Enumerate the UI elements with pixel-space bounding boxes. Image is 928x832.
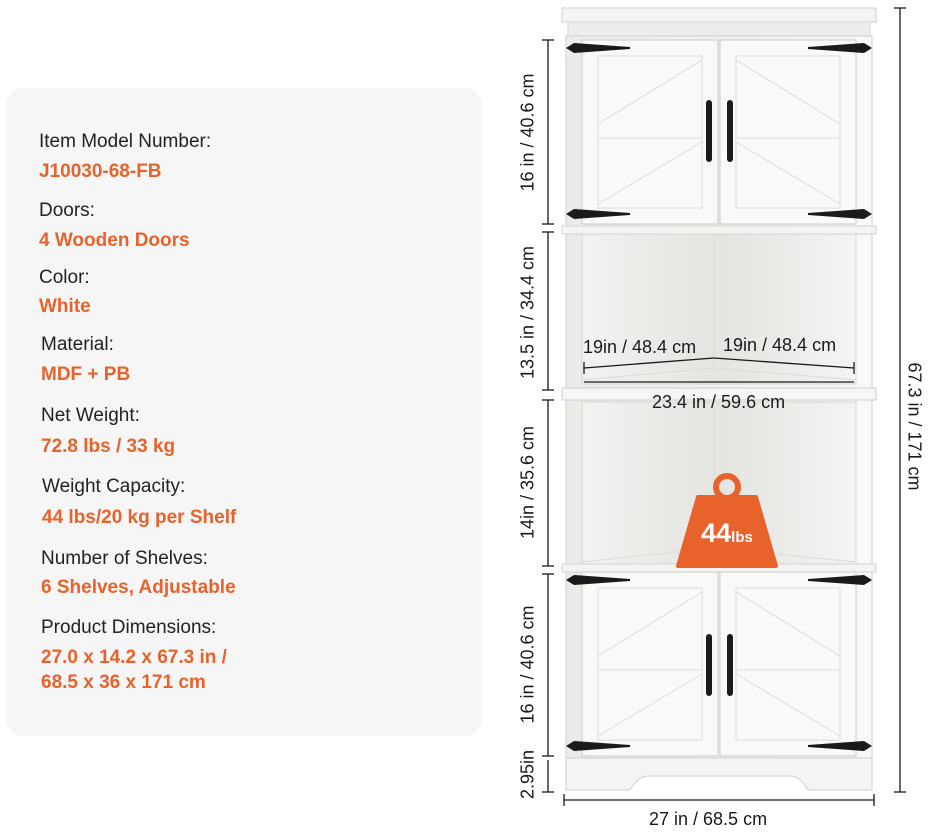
capacity-value: 44 lbs/20 kg per Shelf (42, 507, 237, 528)
dim-total-width: 27 in / 68.5 cm (649, 809, 768, 829)
dim-lower-shelf: 14in / 35.6 cm (517, 425, 538, 540)
handle-icon (706, 634, 712, 696)
dimensions-value-2: 68.5 x 36 x 171 cm (41, 672, 206, 693)
dimensions-label: Product Dimensions: (41, 617, 217, 638)
handle-icon (727, 100, 733, 162)
model-label: Item Model Number: (39, 131, 212, 152)
shelves-value: 6 Shelves, Adjustable (41, 577, 236, 598)
dimensions-value-1: 27.0 x 14.2 x 67.3 in / (41, 647, 227, 668)
net-weight-value: 72.8 lbs / 33 kg (41, 436, 176, 457)
dim-total-height: 67.3 in / 171 cm (904, 362, 925, 491)
weight-badge (682, 518, 772, 553)
handle-icon (727, 634, 733, 696)
shelves-label: Number of Shelves: (41, 548, 208, 569)
capacity-label: Weight Capacity: (42, 476, 186, 497)
material-value: MDF + PB (41, 364, 131, 385)
badge-number: 44 (701, 518, 732, 548)
doors-label: Doors: (39, 200, 95, 221)
dim-upper-shelf: 13.5 in / 34.4 cm (517, 245, 538, 380)
doors-value: 4 Wooden Doors (39, 230, 190, 251)
dim-side-left: 19in / 48.4 cm (583, 337, 697, 357)
model-value: J10030-68-FB (39, 161, 162, 182)
dim-front-width: 23.4 in / 59.6 cm (652, 392, 786, 412)
material-label: Material: (41, 334, 114, 355)
color-label: Color: (39, 267, 90, 288)
dim-bottom-cabinet: 16 in / 40.6 cm (517, 605, 538, 724)
dim-base: 2.95in (517, 749, 538, 800)
handle-icon (706, 100, 712, 162)
color-value: White (39, 296, 91, 317)
dim-side-right: 19in / 48.4 cm (723, 335, 837, 355)
badge-unit: lbs (731, 529, 753, 546)
dim-top-cabinet: 16 in / 40.6 cm (517, 73, 538, 192)
net-weight-label: Net Weight: (41, 405, 140, 426)
